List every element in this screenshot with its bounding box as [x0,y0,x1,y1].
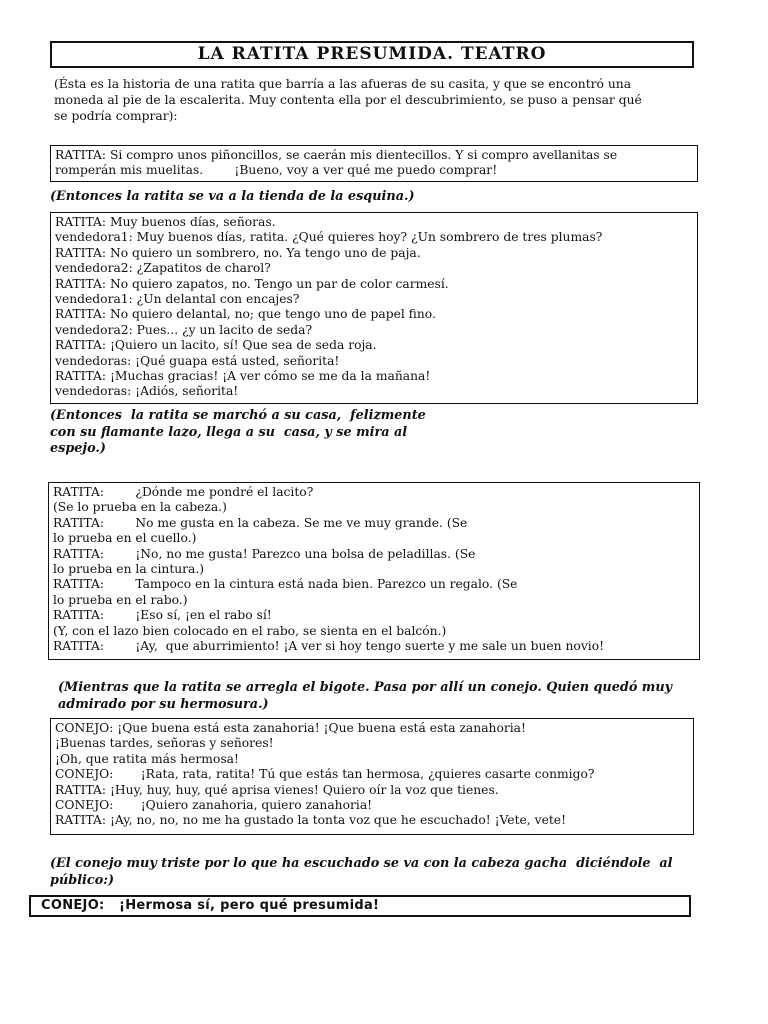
dialogue-line: romperán mis muelitas. ¡Bueno, voy a ver qué me puedo comprar! [55,163,498,178]
intro-line: (Ésta es la historia de una ratita que barría a las afueras de su casita, y que se encontró una [54,77,632,91]
dialogue-line: vendedora2: Pues... ¿y un lacito de seda? [55,322,313,337]
dialogue-line: vendedora1: Muy buenos días, ratita. ¿Qué quieres hoy? ¿Un sombrero de tres plumas? [55,230,603,245]
final-line: CONEJO: ¡Hermosa sí, pero qué presumida! [41,898,380,913]
stage-line: (Mientras que la ratita se arregla el bigote. Pasa por allí un conejo. Quien quedó muy [58,680,673,695]
dialogue-line: lo prueba en la cintura.) [53,562,205,577]
stage-direction-2 [50,408,426,458]
dialogue-line: vendedoras: ¡Qué guapa está usted, señorita! [55,353,340,368]
stage-line: (El conejo muy triste por lo que ha escuchado se va con la cabeza gacha diciéndole al [50,856,673,871]
dialogue-line: RATITA: ¡Muchas gracias! ¡A ver cómo se me da la mañana! [55,369,431,384]
dialogue-line: CONEJO: ¡Rata, rata, ratita! Tú que estás tan hermosa, ¿quieres casarte conmigo? [55,767,595,782]
dialogue-line: lo prueba en el rabo.) [53,592,188,607]
dialogue-line: RATITA: ¡Eso sí, ¡en el rabo sí! [53,608,272,623]
dialogue-line: CONEJO: ¡Quiero zanahoria, quiero zanahoria! [55,798,373,813]
dialogue-line: RATITA: No quiero zapatos, no. Tengo un par de color carmesí. [55,276,449,291]
dialogue-line: vendedora2: ¿Zapatitos de charol? [55,261,271,276]
stage-line: con su flamante lazo, llega a su casa, y se mira al [50,424,408,440]
dialogue-box-1 [50,145,698,182]
stage-line: (Entonces la ratita se marchó a su casa, felizmente [50,408,426,423]
intro-line: moneda al pie de la escalerita. Muy contenta ella por el descubrimiento, se puso a pensar qué [54,93,642,107]
dialogue-line: RATITA: Si compro unos piñoncillos, se caerán mis dientecillos. Y si compro avellanitas se [55,148,618,162]
dialogue-line: RATITA: Muy buenos días, señoras. [55,215,276,229]
dialogue-line: RATITA: No me gusta en la cabeza. Se me ve muy grande. (Se [53,515,468,530]
page-title: LA RATITA PRESUMIDA. TEATRO [50,41,694,68]
dialogue-box-2 [50,212,698,404]
dialogue-line: RATITA: Tampoco en la cintura está nada bien. Parezco un regalo. (Se [53,577,518,592]
dialogue-line: ¡Oh, que ratita más hermosa! [55,751,239,766]
dialogue-line: RATITA: ¿Dónde me pondré el lacito? [53,485,314,499]
stage-line: espejo.) [50,441,106,456]
dialogue-line: RATITA: ¡Quiero un lacito, sí! Que sea de seda roja. [55,338,377,353]
dialogue-line: (Y, con el lazo bien colocado en el rabo, se sienta en el balcón.) [53,623,447,638]
stage-direction-1 [50,189,415,206]
dialogue-line: (Se lo prueba en la cabeza.) [53,500,227,515]
dialogue-line: RATITA: ¡Ay, que aburrimiento! ¡A ver si hoy tengo suerte y me sale un buen novio! [53,639,605,654]
intro-paragraph [54,76,694,124]
intro-line: se podría comprar): [54,109,178,123]
stage-line: (Entonces la ratita se va a la tienda de la esquina.) [50,189,415,204]
stage-line: público:) [50,872,115,888]
stage-line: admirado por su hermosura.) [58,696,269,712]
stage-direction-3 [58,680,672,713]
dialogue-line: RATITA: No quiero delantal, no; que tengo uno de papel fino. [55,307,436,322]
dialogue-line: RATITA: ¡Ay, no, no, no me ha gustado la tonta voz que he escuchado! ¡Vete, vete! [55,813,567,828]
dialogue-line: lo prueba en el cuello.) [53,531,197,546]
dialogue-line: vendedora1: ¿Un delantal con encajes? [55,292,300,307]
dialogue-line: CONEJO: ¡Que buena está esta zanahoria! ¡Que buena está esta zanahoria! [55,721,526,735]
dialogue-line: ¡Buenas tardes, señoras y señores! [55,736,274,751]
dialogue-box-4 [50,718,694,835]
dialogue-line: vendedoras: ¡Adiós, señorita! [55,384,239,399]
dialogue-line: RATITA: No quiero un sombrero, no. Ya tengo uno de paja. [55,245,421,260]
dialogue-line: RATITA: ¡No, no me gusta! Parezco una bolsa de peladillas. (Se [53,546,476,561]
final-line-box [29,895,691,917]
stage-direction-4 [50,856,673,889]
dialogue-line: RATITA: ¡Huy, huy, huy, qué aprisa vienes! Quiero oír la voz que tienes. [55,782,499,797]
dialogue-box-3 [48,482,700,660]
